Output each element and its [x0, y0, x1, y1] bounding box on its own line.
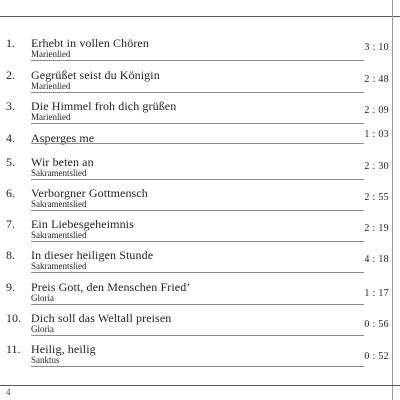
bottom-rule [0, 385, 400, 386]
track-item [0, 154, 392, 182]
track-duration: 0 : 56 [364, 319, 389, 330]
track-subtitle: Sakramentslied [31, 168, 87, 178]
track-subtitle: Gloria [31, 293, 54, 303]
track-number: 9. [6, 280, 15, 294]
track-number: 2. [6, 68, 15, 82]
track-number: 3. [6, 99, 15, 113]
track-number: 8. [6, 248, 15, 262]
track-leader-line [31, 210, 364, 211]
track-item [0, 35, 392, 63]
track-subtitle: Marienlied [31, 112, 71, 122]
track-number: 1. [6, 36, 15, 50]
track-title: Erhebt in vollen Chören [31, 36, 149, 50]
track-leader-line [31, 143, 364, 144]
track-item [0, 185, 392, 213]
track-title: In dieser heiligen Stunde [31, 248, 154, 262]
track-leader-line [31, 179, 364, 180]
track-title: Gegrüßet seist du Königin [31, 68, 160, 82]
track-duration: 4 : 18 [364, 254, 389, 265]
track-title: Asperges me [31, 131, 95, 145]
page-number: 4 [6, 387, 11, 397]
track-subtitle: Marienlied [31, 81, 71, 91]
track-duration: 3 : 10 [364, 42, 389, 53]
track-title: Preis Gott, den Menschen Fried’ [31, 280, 191, 294]
track-title: Die Himmel froh dich grüßen [31, 99, 177, 113]
track-subtitle: Sakramentslied [31, 230, 87, 240]
track-item [0, 341, 392, 369]
track-leader-line [31, 366, 364, 367]
track-leader-line [31, 241, 364, 242]
track-duration: 0 : 52 [364, 351, 389, 362]
track-leader-line [31, 272, 364, 273]
track-number: 7. [6, 217, 15, 231]
track-subtitle: Sanktus [31, 355, 60, 365]
track-number: 5. [6, 155, 15, 169]
track-item [0, 279, 392, 307]
track-item [0, 216, 392, 244]
track-leader-line [31, 123, 364, 124]
track-number: 4. [6, 131, 15, 145]
track-title: Dich soll das Weltall preisen [31, 311, 172, 325]
track-leader-line [31, 92, 364, 93]
track-duration: 2 : 55 [364, 192, 389, 203]
track-duration: 2 : 30 [364, 161, 389, 172]
track-title: Heilig, heilig [31, 342, 96, 356]
track-subtitle: Gloria [31, 324, 54, 334]
track-duration: 1 : 03 [364, 129, 389, 140]
track-subtitle: Sakramentslied [31, 199, 87, 209]
track-number: 6. [6, 186, 15, 200]
track-subtitle: Marienlied [31, 49, 71, 59]
track-leader-line [31, 60, 364, 61]
track-item [0, 67, 392, 95]
track-title: Ein Liebesgeheimnis [31, 217, 134, 231]
track-item [0, 310, 392, 338]
track-duration: 2 : 19 [364, 223, 389, 234]
track-duration: 2 : 09 [364, 105, 389, 116]
track-leader-line [31, 335, 364, 336]
track-title: Verborgner Gottmensch [31, 186, 148, 200]
track-item [0, 98, 392, 126]
track-number: 11. [6, 342, 21, 356]
track-leader-line [31, 304, 364, 305]
track-item [0, 247, 392, 275]
track-subtitle: Sakramentslied [31, 261, 87, 271]
track-title: Wir beten an [31, 155, 94, 169]
track-number: 10. [6, 311, 21, 325]
track-duration: 2 : 48 [364, 74, 389, 85]
track-duration: 1 : 17 [364, 288, 389, 299]
